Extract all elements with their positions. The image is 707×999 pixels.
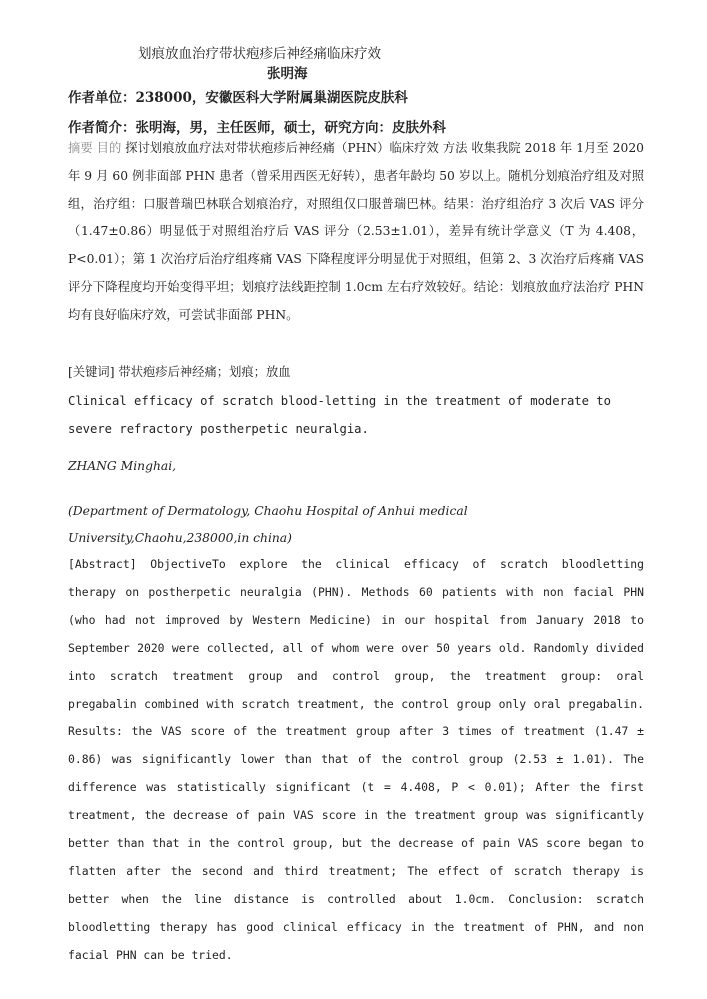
author-intro: 作者简介：张明海，男，主任医师，硕士，研究方向：皮肤外科 xyxy=(68,120,446,136)
english-department: (Department of Dermatology, Chaohu Hospital of Anhui medical University,Chaohu,238000,in china) xyxy=(68,504,468,545)
author-affiliation: 作者单位：238000，安徽医科大学附属巢湖医院皮肤科 xyxy=(68,90,408,106)
keywords: [关键词] 带状疱疹后神经痛；划痕；放血 xyxy=(68,365,291,379)
paper-title: 划痕放血治疗带状疱疹后神经痛临床疗效 xyxy=(138,46,381,62)
english-title: Clinical efficacy of scratch blood-letting in the treatment of moderate to severe refractory postherpetic neuralgia. xyxy=(68,394,611,436)
english-abstract: [Abstract] ObjectiveTo explore the clinical efficacy of scratch bloodletting therapy on postherpetic neuralgia (PHN). Methods 60 patients with non facial PHN (who had not improved by Western Medicine) in our hospital from January 2018 to September 2020 were collected, all of whom were over 50 years old. Randomly divided into scratch treatment group and control group, the treatment group: oral pregabalin combined with scratch treatment, the control group only oral pregabalin. Results: the VAS score of the treatment group after 3 times of treatment (1.47 ± 0.86) was significantly lower than that of the control group (2.53 ± 1.01). The difference was statistically significant (t = 4.408, P < 0.01); After the first treatment, the decrease of pain VAS score in the treatment group was significantly better than that in the control group, but the decrease of pain VAS score began to flatten after the second and third treatment; The effect of scratch therapy is better when the line distance is controlled about 1.0cm. Conclusion: scratch bloodletting therapy has good clinical efficacy in the treatment of PHN, and non facial PHN can be tried. xyxy=(68,557,644,962)
english-author: ZHANG Minghai, xyxy=(68,459,177,473)
abstract-label: 摘要 目的 xyxy=(68,141,122,155)
abstract-text: 探讨划痕放血疗法对带状疱疹后神经痛（PHN）临床疗效 方法 收集我院 2018 年 1月至 2020 年 9 月 60 例非面部 PHN 患者（曾采用西医无好转），患者年龄均 50 岁以上。随机分划痕治疗组及对照组，治疗组：口服普瑞巴林联合划痕治疗，对照组仅口服普瑞巴林。结果：治疗组治疗 3 次后 VAS 评分（1.47±0.86）明显低于对照组治疗后 VAS 评分（2.53±1.01），差异有统计学意义（T 为 4.408，P<0.01）；第 1 次治疗后治疗组疼痛 VAS 下降程度评分明显优于对照组，但第 2、3 次治疗后疼痛 VAS 评分下降程度均开始变得平坦；划痕疗法线距控制 1.0cm 左右疗效较好。结论：划痕放血疗法治疗 PHN 均有良好临床疗效，可尝试非面部 PHN。 xyxy=(68,141,644,322)
author-name: 张明海 xyxy=(267,66,308,82)
chinese-abstract xyxy=(68,135,644,330)
